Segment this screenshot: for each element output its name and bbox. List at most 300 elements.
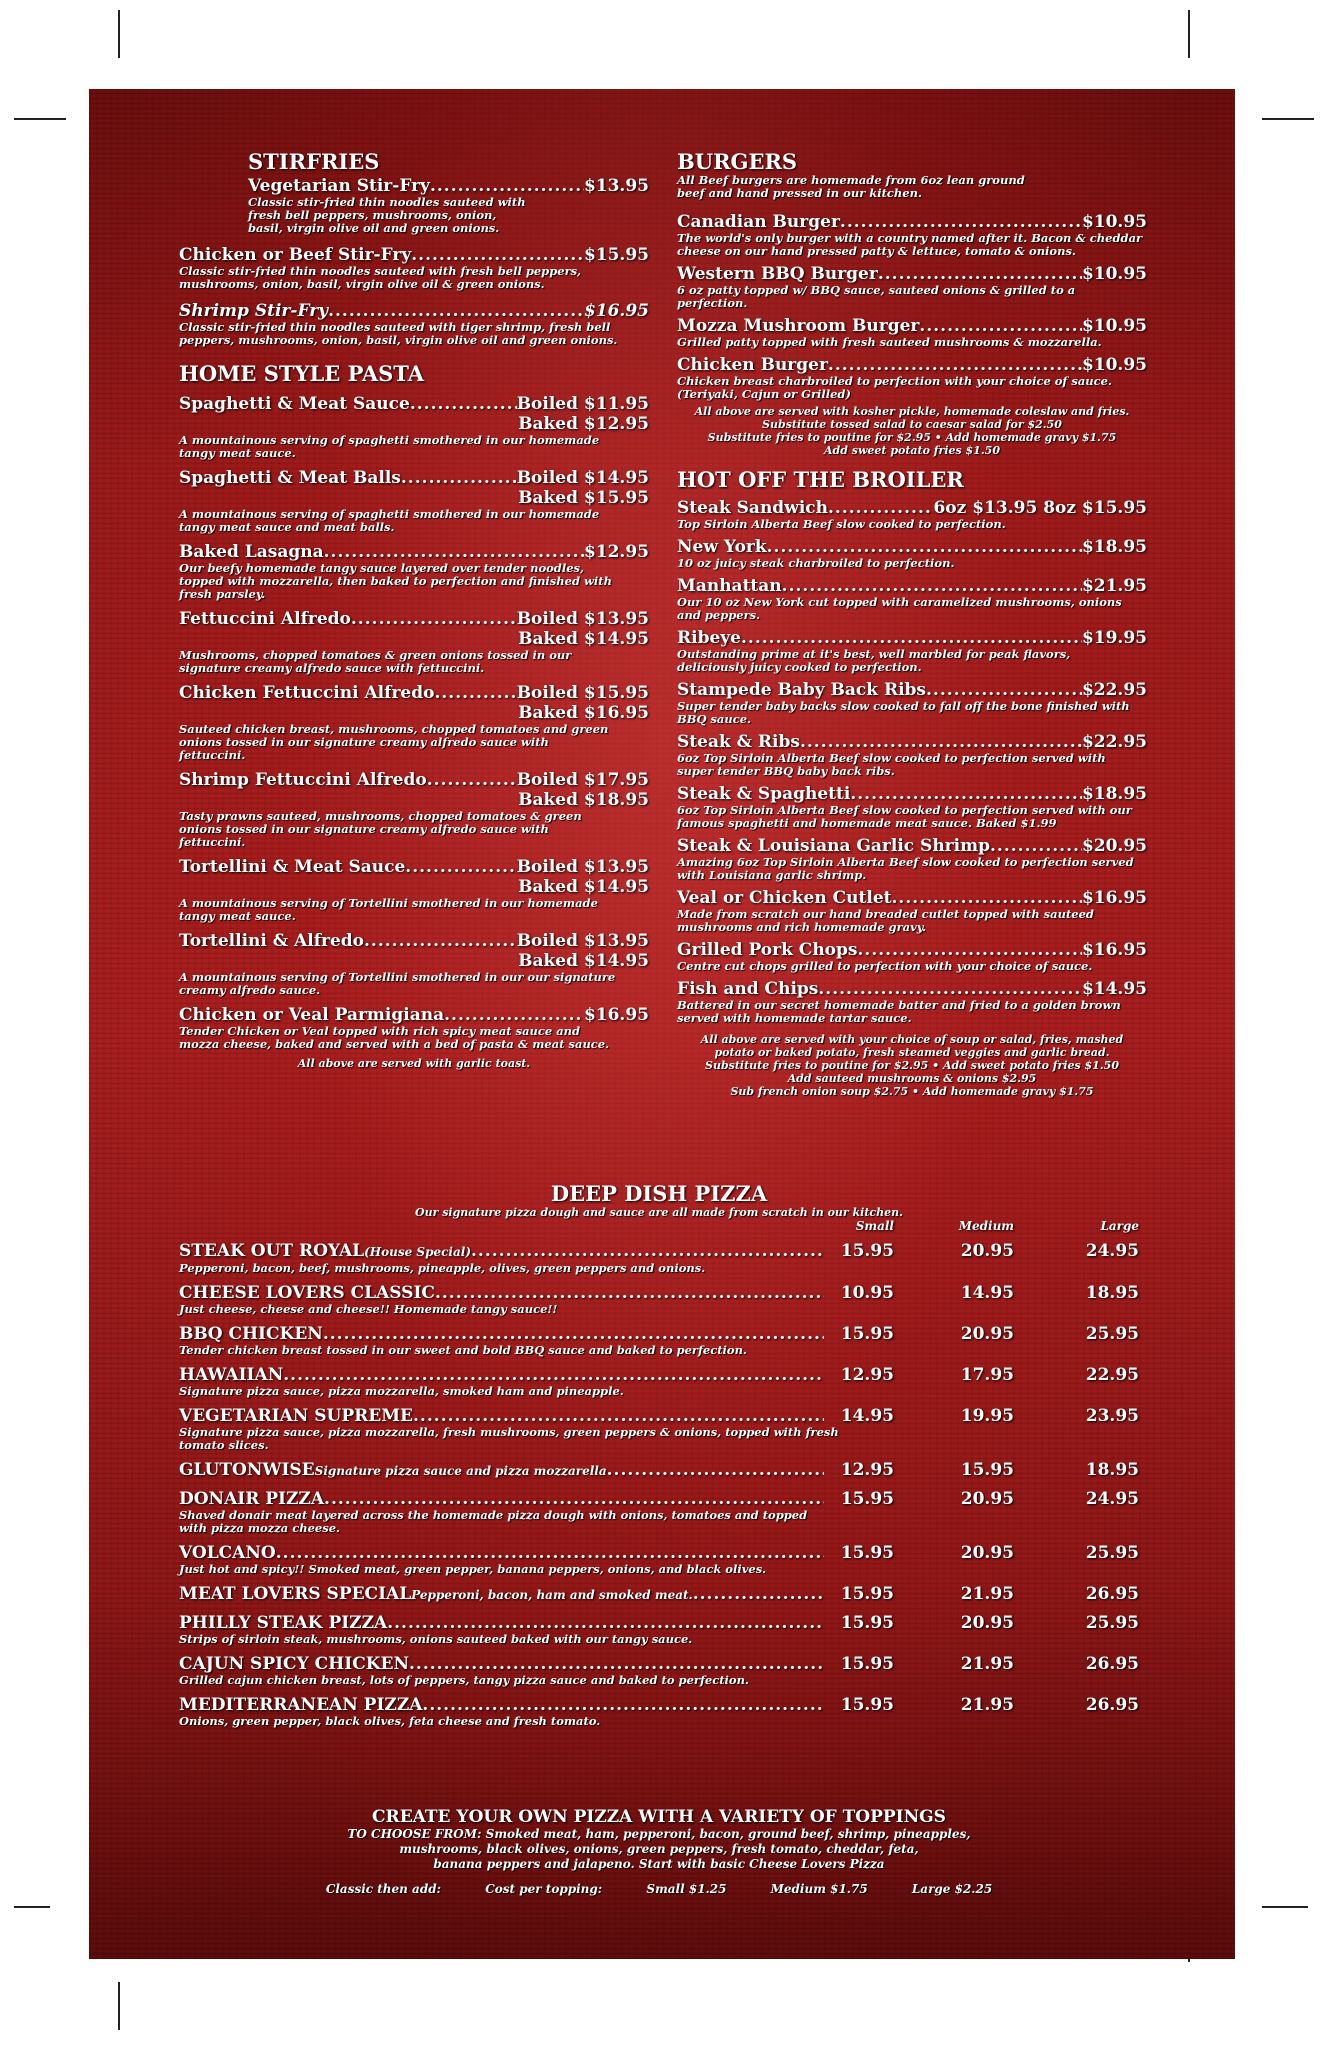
price-large: 22.95 [1085, 1365, 1139, 1385]
item-price-baked: Baked $18.95 [518, 790, 649, 810]
menu-item-row [179, 468, 649, 488]
pizza-item [179, 1489, 1139, 1535]
menu-item-row [248, 176, 649, 196]
note-line: Substitute fries to poutine for $2.95 • Add sweet potato fries $1.50 [705, 1059, 1119, 1072]
menu-list [179, 245, 649, 347]
item-price: Boiled $17.95 [516, 770, 649, 790]
price-large: 25.95 [1085, 1324, 1139, 1344]
menu-item [179, 468, 649, 534]
item-name: Vegetarian Stir-Fry [248, 176, 430, 196]
item-price: 6oz $13.95 8oz $15.95 [933, 498, 1147, 518]
item-price: Boiled $11.95 [516, 394, 649, 414]
item-name: Steak & Ribs [677, 732, 800, 752]
item-price: $10.95 [1081, 264, 1147, 284]
dot-leader [364, 931, 517, 951]
item-price: Boiled $13.95 [516, 857, 649, 877]
menu-item-row [677, 628, 1147, 648]
item-name: Grilled Pork Chops [677, 940, 858, 960]
menu-item-row [179, 301, 649, 321]
pizza-row [179, 1543, 1139, 1563]
item-price: $19.95 [1081, 628, 1147, 648]
pizza-item [179, 1283, 1139, 1316]
item-name: New York [677, 537, 767, 557]
pizza-item [179, 1695, 1139, 1728]
item-name: Baked Lasagna [179, 542, 324, 562]
dot-leader [283, 1365, 824, 1385]
menu-item-row [677, 979, 1147, 999]
pizza-description: Just cheese, cheese and cheese!! Homemade tangy sauce!! [179, 1302, 558, 1316]
dot-leader [324, 1489, 824, 1509]
price-small: 15.95 [840, 1543, 894, 1563]
create-line: banana peppers and jalapeno. Start with basic Cheese Lovers Pizza [433, 1857, 885, 1871]
item-price: Boiled $13.95 [516, 609, 649, 629]
item-price-baked: Baked $12.95 [518, 414, 649, 434]
cost-label: Cost per topping: [485, 1882, 603, 1896]
menu-item-row [677, 940, 1147, 960]
item-description: Classic stir-fried thin noodles sauteed with tiger shrimp, fresh bell peppers, mushrooms, onion, basil, virgin olive oil and green onions. [179, 320, 618, 347]
price-medium: 20.95 [960, 1543, 1014, 1563]
menu-item-row [179, 857, 649, 877]
pizza-name: GLUTONWISE [179, 1460, 315, 1480]
item-price: $18.95 [1081, 537, 1147, 557]
item-description: Made from scratch our hand breaded cutlet topped with sauteed mushrooms and rich homemade gravy. [677, 907, 1094, 934]
dot-leader [818, 979, 1082, 999]
item-price: Boiled $13.95 [516, 931, 649, 951]
dot-leader [444, 1005, 584, 1025]
crop-mark [118, 1982, 120, 2030]
pizza-name: MEAT LOVERS SPECIAL [179, 1584, 412, 1604]
pizza-row [179, 1365, 1139, 1385]
pizza-row [179, 1283, 1139, 1303]
item-price: $14.95 [1081, 979, 1147, 999]
menu-item-row [677, 680, 1147, 700]
item-description: Battered in our secret homemade batter and fried to a golden brown served with homemade tartar sauce. [677, 998, 1121, 1025]
menu-item [677, 355, 1147, 401]
price-medium: 20.95 [960, 1613, 1014, 1633]
item-price-baked: Baked $14.95 [518, 951, 649, 971]
price-medium: 21.95 [960, 1654, 1014, 1674]
item-name: Ribeye [677, 628, 741, 648]
pizza-item [179, 1324, 1139, 1357]
dot-leader [276, 1543, 824, 1563]
item-description: Tender Chicken or Veal topped with rich spicy meat sauce and mozza cheese, baked and served with a bed of pasta & meat sauce. [179, 1024, 610, 1051]
menu-list [248, 176, 649, 235]
menu-item [179, 931, 649, 997]
item-name: Mozza Mushroom Burger [677, 316, 920, 336]
size-large: Large [1100, 1219, 1139, 1233]
item-price-baked: Baked $14.95 [518, 629, 649, 649]
pizza-item [179, 1584, 1139, 1605]
dot-leader [741, 628, 1082, 648]
menu-item-row [179, 1005, 649, 1025]
dot-leader [782, 576, 1082, 596]
item-price: $10.95 [1081, 355, 1147, 375]
dot-leader [434, 683, 516, 703]
item-name: Tortellini & Alfredo [179, 931, 364, 951]
price-medium: 14.95 [960, 1283, 1014, 1303]
item-description: Top Sirloin Alberta Beef slow cooked to perfection. [677, 517, 1006, 531]
create-line: mushrooms, black olives, onions, green peppers, fresh tomato, cheddar, feta, [399, 1842, 919, 1856]
price-small: 15.95 [840, 1695, 894, 1715]
menu-item [248, 176, 649, 235]
pizza-item [179, 1241, 1139, 1275]
menu-item-row [677, 732, 1147, 752]
price-large: 24.95 [1085, 1489, 1139, 1509]
item-name: Chicken or Beef Stir-Fry [179, 245, 412, 265]
pizza-row [179, 1584, 1139, 1605]
menu-item-row [677, 576, 1147, 596]
topping-costs [179, 1882, 1139, 1896]
menu-item [677, 940, 1147, 973]
dot-leader [409, 1654, 824, 1674]
item-name: Fish and Chips [677, 979, 819, 999]
pizza-description: Signature pizza sauce, pizza mozzarella, fresh mushrooms, green peppers & onions, topped with fresh tomato slices. [179, 1425, 839, 1452]
right-column [677, 149, 1147, 1098]
menu-item-row [677, 537, 1147, 557]
price-large: 23.95 [1085, 1406, 1139, 1426]
menu-item-row [677, 784, 1147, 804]
cost-medium: Medium $1.75 [770, 1882, 868, 1896]
price-small: 10.95 [840, 1283, 894, 1303]
note-line: All above are served with your choice of soup or salad, fries, mashed potato or baked potato, fresh steamed veggies and garlic bread. [700, 1033, 1124, 1059]
note-line: All above are served with kosher pickle, homemade coleslaw and fries. [694, 405, 1130, 418]
item-description: Tasty prawns sauteed, mushrooms, chopped tomatoes & green onions tossed in our signature creamy alfredo sauce with fettuccini. [179, 809, 582, 849]
pizza-description: Grilled cajun chicken breast, lots of peppers, tangy pizza sauce and baked to perfection. [179, 1673, 749, 1687]
pizza-item [179, 1654, 1139, 1687]
item-name: Chicken Burger [677, 355, 828, 375]
item-description: Outstanding prime at it's best, well marbled for peak flavors, deliciously juicy cooked to perfection. [677, 647, 1071, 674]
item-description: Chicken breast charbroiled to perfection with your choice of sauce. (Teriyaki, Cajun or Grilled) [677, 374, 1112, 401]
menu-item-row [677, 355, 1147, 375]
item-name: Steak & Spaghetti [677, 784, 851, 804]
pizza-name: VEGETARIAN SUPREME [179, 1406, 414, 1426]
menu-item [677, 498, 1147, 531]
pizza-description: Pepperoni, bacon, beef, mushrooms, pineapple, olives, green peppers and onions. [179, 1261, 706, 1275]
menu-list [677, 212, 1147, 401]
item-price-baked: Baked $16.95 [518, 703, 649, 723]
section-intro: Our signature pizza dough and sauce are all made from scratch in our kitchen. [415, 1206, 903, 1219]
menu-item [179, 1005, 649, 1051]
section-title: BURGERS [677, 149, 798, 174]
menu-item [677, 212, 1147, 258]
price-large: 25.95 [1085, 1543, 1139, 1563]
price-small: 15.95 [840, 1324, 894, 1344]
menu-panel [89, 89, 1235, 1959]
item-price: $13.95 [583, 176, 649, 196]
dot-leader [878, 264, 1082, 284]
pizza-name: CAJUN SPICY CHICKEN [179, 1654, 409, 1674]
menu-item [677, 784, 1147, 830]
pizza-row [179, 1613, 1139, 1633]
price-small: 12.95 [840, 1365, 894, 1385]
dot-leader [422, 1695, 824, 1715]
size-header [179, 1219, 1139, 1233]
price-small: 14.95 [840, 1406, 894, 1426]
dot-leader [840, 212, 1082, 232]
pizza-description: Signature pizza sauce, pizza mozzarella, smoked ham and pineapple. [179, 1384, 624, 1398]
crop-mark [14, 118, 66, 120]
item-description: A mountainous serving of Tortellini smothered in our our signature creamy alfredo sauce. [179, 970, 616, 997]
item-price: $22.95 [1081, 680, 1147, 700]
size-small: Small [855, 1219, 894, 1233]
price-large: 18.95 [1085, 1283, 1139, 1303]
item-price: $16.95 [583, 301, 649, 321]
pizza-inline-desc: (House Special) [364, 1245, 471, 1259]
pizza-name: DONAIR PIZZA [179, 1489, 325, 1509]
menu-item-row [179, 245, 649, 265]
stirfries-section [179, 149, 649, 235]
note-line: Add sauteed mushrooms & onions $2.95 [787, 1072, 1037, 1085]
item-description: Sauteed chicken breast, mushrooms, chopped tomatoes and green onions tossed in our signature creamy alfredo sauce with fettuccini. [179, 722, 609, 762]
item-description: Grilled patty topped with fresh sauteed mushrooms & mozzarella. [677, 335, 1102, 349]
item-price-baked: Baked $15.95 [518, 488, 649, 508]
item-description: Super tender baby backs slow cooked to fall off the bone finished with BBQ sauce. [677, 699, 1130, 726]
crop-mark [1262, 118, 1314, 120]
menu-item [677, 316, 1147, 349]
menu-item [677, 888, 1147, 934]
price-medium: 21.95 [960, 1584, 1014, 1604]
item-description: Centre cut chops grilled to perfection with your choice of sauce. [677, 959, 1093, 973]
item-description: Mushrooms, chopped tomatoes & green onions tossed in our signature creamy alfredo sauce with fettuccini. [179, 648, 572, 675]
item-price: $10.95 [1081, 212, 1147, 232]
section-notes [677, 1033, 1147, 1098]
menu-item [179, 857, 649, 923]
item-name: Shrimp Fettuccini Alfredo [179, 770, 427, 790]
price-large: 26.95 [1085, 1584, 1139, 1604]
item-name: Tortellini & Meat Sauce [179, 857, 406, 877]
create-description [179, 1827, 1139, 1872]
item-description: A mountainous serving of Tortellini smothered in our homemade tangy meat sauce. [179, 896, 598, 923]
dot-leader [401, 468, 517, 488]
dot-leader [328, 301, 584, 321]
price-small: 15.95 [840, 1654, 894, 1674]
pizza-item [179, 1365, 1139, 1398]
note-line: Add sweet potato fries $1.50 [824, 444, 1000, 457]
menu-item [677, 628, 1147, 674]
dot-leader [892, 888, 1082, 908]
pizza-item [179, 1543, 1139, 1576]
item-name: Veal or Chicken Cutlet [677, 888, 892, 908]
menu-item-row [179, 394, 649, 414]
item-price: $16.95 [1081, 888, 1147, 908]
price-medium: 19.95 [960, 1406, 1014, 1426]
item-description: 6oz Top Sirloin Alberta Beef slow cooked to perfection served with our famous spaghetti and homemade meat sauce. Baked $1.99 [677, 803, 1132, 830]
item-price: $18.95 [1081, 784, 1147, 804]
item-price: $16.95 [583, 1005, 649, 1025]
dot-leader [324, 542, 584, 562]
price-large: 18.95 [1085, 1460, 1139, 1480]
section-title: CREATE YOUR OWN PIZZA WITH A VARIETY OF TOPPINGS [372, 1807, 946, 1827]
item-name: Fettuccini Alfredo [179, 609, 351, 629]
price-medium: 21.95 [960, 1695, 1014, 1715]
pizza-name: CHEESE LOVERS CLASSIC [179, 1283, 435, 1303]
pizza-row [179, 1241, 1139, 1262]
menu-item-row [677, 212, 1147, 232]
dot-leader [926, 680, 1082, 700]
menu-item-row [179, 609, 649, 629]
pizza-row [179, 1406, 1139, 1426]
item-description: Our 10 oz New York cut topped with caramelized mushrooms, onions and peppers. [677, 595, 1122, 622]
dot-leader [828, 355, 1082, 375]
menu-item [677, 680, 1147, 726]
left-column [179, 149, 649, 1070]
pizza-row [179, 1654, 1139, 1674]
item-description: 6 oz patty topped w/ BBQ sauce, sauteed onions & grilled to a perfection. [677, 283, 1076, 310]
crop-mark [1262, 1906, 1308, 1908]
dot-leader [430, 176, 584, 196]
price-small: 15.95 [840, 1613, 894, 1633]
dot-leader [857, 940, 1081, 960]
cost-large: Large $2.25 [911, 1882, 993, 1896]
item-name: Steak Sandwich [677, 498, 828, 518]
item-price: $20.95 [1081, 836, 1147, 856]
dot-leader [693, 1584, 824, 1604]
menu-item-row [677, 264, 1147, 284]
create-line: TO CHOOSE FROM: Smoked meat, ham, pepperoni, bacon, ground beef, shrimp, pineapples, [347, 1827, 971, 1841]
pizza-item [179, 1613, 1139, 1646]
note-line: Substitute fries to poutine for $2.95 • Add homemade gravy $1.75 [707, 431, 1117, 444]
item-description: The world's only burger with a country named after it. Bacon & cheddar cheese on our hand pressed patty & lettuce, tomato & onions. [677, 231, 1143, 258]
price-small: 15.95 [840, 1584, 894, 1604]
dot-leader [919, 316, 1082, 336]
menu-item-row [179, 542, 649, 562]
menu-item-row [179, 683, 649, 703]
pizza-name: STEAK OUT ROYAL [179, 1241, 365, 1261]
classic-label: Classic then add: [325, 1882, 442, 1896]
pizza-description: Shaved donair meat layered across the homemade pizza dough with onions, tomatoes and topped with pizza mozza cheese. [179, 1508, 808, 1535]
item-name: Spaghetti & Meat Balls [179, 468, 401, 488]
menu-list [677, 498, 1147, 1025]
pizza-list [179, 1241, 1139, 1728]
pizza-item [179, 1406, 1139, 1452]
menu-item [179, 770, 649, 849]
dot-leader [828, 498, 933, 518]
dot-leader [323, 1324, 824, 1344]
menu-item [179, 542, 649, 601]
dot-leader [850, 784, 1082, 804]
pizza-inline-desc: Pepperoni, bacon, ham and smoked meat. [411, 1588, 693, 1602]
crop-mark [118, 10, 120, 58]
item-name: Canadian Burger [677, 212, 840, 232]
item-price: $15.95 [583, 245, 649, 265]
dot-leader [413, 1406, 824, 1426]
menu-item-row [677, 888, 1147, 908]
pizza-description: Onions, green pepper, black olives, feta cheese and fresh tomato. [179, 1714, 601, 1728]
dot-leader [607, 1460, 824, 1480]
menu-item-row [677, 498, 1147, 518]
pizza-description: Just hot and spicy!! Smoked meat, green pepper, banana peppers, onions, and black olives. [179, 1562, 767, 1576]
menu-item-row [179, 931, 649, 951]
menu-item [179, 245, 649, 291]
price-large: 26.95 [1085, 1654, 1139, 1674]
dot-leader [410, 394, 517, 414]
menu-list [179, 394, 649, 1051]
price-large: 24.95 [1085, 1241, 1139, 1261]
price-medium: 20.95 [960, 1324, 1014, 1344]
item-price: $22.95 [1081, 732, 1147, 752]
item-price: $10.95 [1081, 316, 1147, 336]
price-small: 15.95 [840, 1489, 894, 1509]
dot-leader [800, 732, 1082, 752]
price-medium: 17.95 [960, 1365, 1014, 1385]
menu-item-row [677, 836, 1147, 856]
section-title: DEEP DISH PIZZA [550, 1181, 768, 1206]
dot-leader [471, 1241, 824, 1261]
dot-leader [767, 537, 1082, 557]
item-description: Amazing 6oz Top Sirloin Alberta Beef slow cooked to perfection served with Louisiana garlic shrimp. [677, 855, 1134, 882]
menu-item [179, 301, 649, 347]
note-line: Substitute tossed salad to caesar salad for $2.50 [762, 418, 1062, 431]
menu-item [677, 576, 1147, 622]
price-medium: 20.95 [960, 1489, 1014, 1509]
note-line: Sub french onion soup $2.75 • Add homemade gravy $1.75 [730, 1085, 1094, 1098]
pizza-name: HAWAIIAN [179, 1365, 284, 1385]
menu-item [179, 609, 649, 675]
menu-item [677, 979, 1147, 1025]
item-name: Chicken or Veal Parmigiana [179, 1005, 445, 1025]
price-small: 12.95 [840, 1460, 894, 1480]
item-price: $21.95 [1081, 576, 1147, 596]
item-description: 10 oz juicy steak charbroiled to perfection. [677, 556, 955, 570]
pizza-row [179, 1460, 1139, 1481]
section-intro: All Beef burgers are homemade from 6oz lean ground beef and hand pressed in our kitchen. [677, 173, 1025, 200]
item-name: Steak & Louisiana Garlic Shrimp [677, 836, 990, 856]
menu-item [179, 394, 649, 460]
item-description: Classic stir-fried thin noodles sauteed with fresh bell peppers, mushrooms, onion, basil, virgin olive oil & green onions. [179, 264, 582, 291]
item-price: Boiled $14.95 [516, 468, 649, 488]
dot-leader [427, 770, 517, 790]
menu-item [677, 732, 1147, 778]
dot-leader [405, 857, 516, 877]
dot-leader [990, 836, 1082, 856]
item-description: A mountainous serving of spaghetti smothered in our homemade tangy meat sauce and meat balls. [179, 507, 600, 534]
pizza-item [179, 1460, 1139, 1481]
menu-item [179, 683, 649, 762]
item-name: Stampede Baby Back Ribs [677, 680, 926, 700]
item-price: $16.95 [1081, 940, 1147, 960]
crop-mark [14, 1906, 50, 1908]
item-price-baked: Baked $14.95 [518, 877, 649, 897]
section-note: All above are served with garlic toast. [297, 1057, 531, 1070]
pizza-name: VOLCANO [179, 1543, 276, 1563]
item-price: Boiled $15.95 [516, 683, 649, 703]
pizza-row [179, 1695, 1139, 1715]
section-title: STIRFRIES [248, 149, 380, 174]
pizza-name: PHILLY STEAK PIZZA [179, 1613, 388, 1633]
dot-leader [387, 1613, 824, 1633]
pizza-description: Strips of sirloin steak, mushrooms, onions sauteed baked with our tangy sauce. [179, 1632, 693, 1646]
item-name: Manhattan [677, 576, 782, 596]
create-section [179, 1807, 1139, 1896]
price-small: 15.95 [840, 1241, 894, 1261]
dot-leader [351, 609, 517, 629]
pizza-row [179, 1324, 1139, 1344]
pizza-inline-desc: Signature pizza sauce and pizza mozzarella [314, 1464, 607, 1478]
dot-leader [435, 1283, 824, 1303]
price-large: 25.95 [1085, 1613, 1139, 1633]
price-medium: 20.95 [960, 1241, 1014, 1261]
item-description: A mountainous serving of spaghetti smothered in our homemade tangy meat sauce. [179, 433, 600, 460]
menu-item-row [677, 316, 1147, 336]
dot-leader [411, 245, 584, 265]
item-name: Spaghetti & Meat Sauce [179, 394, 410, 414]
section-notes [677, 405, 1147, 457]
menu-item [677, 836, 1147, 882]
pizza-section [179, 1181, 1139, 1728]
item-description: Our beefy homemade tangy sauce layered over tender noodles, topped with mozzarella, then baked to perfection and finished with fresh parsley. [179, 561, 612, 601]
crop-mark [1188, 10, 1190, 58]
item-description: Classic stir-fried thin noodles sauteed with fresh bell peppers, mushrooms, onion, basil, virgin olive oil and green onions. [248, 195, 526, 235]
